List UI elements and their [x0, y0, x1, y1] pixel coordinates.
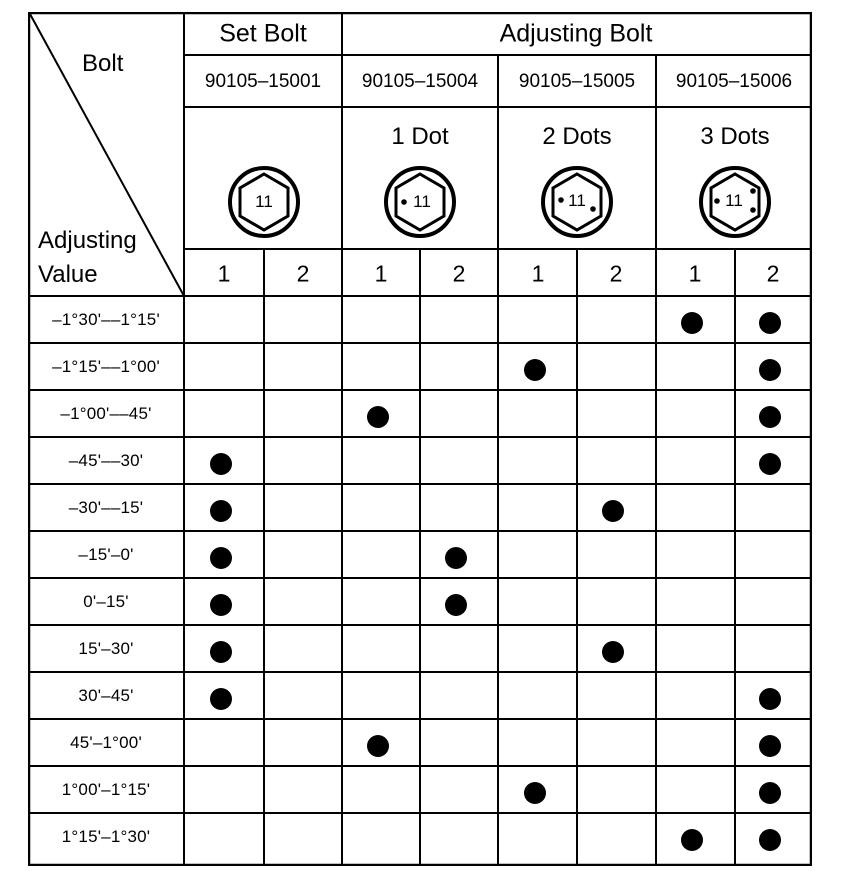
selection-mark [681, 829, 703, 851]
position-label: 1 [531, 260, 545, 287]
part-number-15001: 90105–15001 [204, 71, 322, 92]
position-label: 2 [296, 260, 310, 287]
set-bolt-head-number: 11 [255, 192, 273, 211]
selection-mark [759, 359, 781, 381]
selection-mark [681, 312, 703, 334]
part-number-15004: 90105–15004 [361, 71, 479, 92]
set-bolt-head-icon [224, 164, 304, 240]
selection-mark [602, 500, 624, 522]
three-dots-bolt-head-icon [695, 164, 775, 240]
selection-mark [210, 594, 232, 616]
selection-mark [210, 688, 232, 710]
position-label: 1 [217, 260, 231, 287]
part-number-15005: 90105–15005 [518, 71, 636, 92]
adjusting-value-label: –1°00'––45' [60, 403, 152, 423]
adjusting-value-label: 15'–30' [78, 638, 134, 658]
corner-value-label: Value [38, 261, 98, 288]
one-dot-bolt-head-icon [380, 164, 460, 240]
two-dots-label: 2 Dots [542, 123, 612, 150]
selection-mark [524, 359, 546, 381]
three-dots-bolt-head-number: 11 [725, 191, 743, 210]
adjusting-value-label: 45'–1°00' [70, 732, 142, 752]
corner-adjusting-label: Adjusting [38, 227, 137, 254]
selection-mark [524, 782, 546, 804]
selection-mark [759, 735, 781, 757]
position-label: 1 [688, 260, 702, 287]
adjusting-value-label: –45'––30' [68, 450, 144, 470]
selection-mark [759, 688, 781, 710]
selection-mark [367, 735, 389, 757]
selection-mark [445, 547, 467, 569]
adjusting-value-label: –1°30'––1°15' [52, 309, 160, 329]
selection-mark [759, 453, 781, 475]
adjusting-value-label: 0'–15' [83, 591, 129, 611]
adjusting-value-label: 1°15'–1°30' [61, 826, 151, 846]
selection-mark [759, 406, 781, 428]
selection-mark [210, 641, 232, 663]
selection-mark [210, 547, 232, 569]
corner-bolt-label: Bolt [82, 50, 124, 77]
adjusting-value-label: 1°00'–1°15' [61, 779, 151, 799]
adjusting-value-label: 30'–45' [78, 685, 134, 705]
selection-mark [602, 641, 624, 663]
position-label: 1 [374, 260, 388, 287]
selection-mark [759, 782, 781, 804]
part-number-15006: 90105–15006 [675, 71, 793, 92]
adjusting-bolt-header: Adjusting Bolt [499, 19, 653, 48]
two-dots-bolt-head-icon [537, 164, 617, 240]
adjusting-value-label: –30'––15' [68, 497, 144, 517]
bolt-selection-table [28, 12, 812, 866]
selection-mark [210, 500, 232, 522]
two-dots-bolt-head-number: 11 [568, 191, 586, 210]
adjusting-value-label: –1°15'––1°00' [52, 356, 160, 376]
position-label: 2 [766, 260, 780, 287]
selection-mark [759, 829, 781, 851]
position-label: 2 [452, 260, 466, 287]
selection-mark [210, 453, 232, 475]
set-bolt-header: Set Bolt [219, 19, 307, 48]
selection-mark [445, 594, 467, 616]
selection-mark [759, 312, 781, 334]
three-dots-label: 3 Dots [700, 123, 770, 150]
position-label: 2 [609, 260, 623, 287]
selection-mark [367, 406, 389, 428]
adjusting-value-label: –15'–0' [78, 544, 134, 564]
one-dot-bolt-head-number: 11 [413, 192, 431, 211]
one-dot-label: 1 Dot [391, 123, 449, 150]
